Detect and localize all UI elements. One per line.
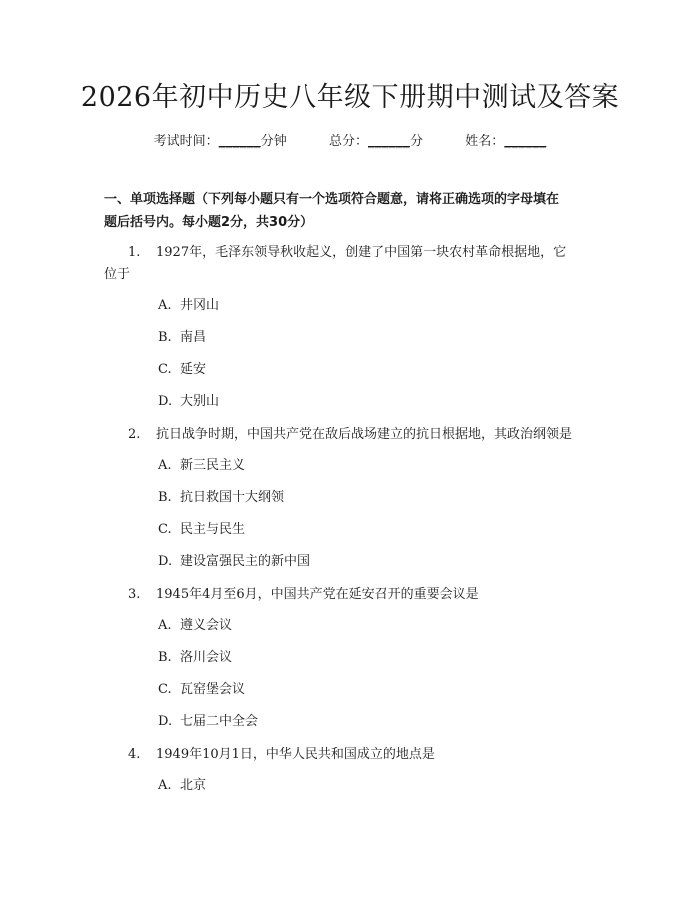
question-2 [104,424,604,446]
option-letter: B. [158,490,172,505]
option-letter: A. [158,458,172,473]
question-3-option-b [158,648,232,668]
question-3 [104,584,604,606]
option-text: 抗日救国十大纲领 [180,490,285,505]
question-number: 3. [128,587,141,602]
time-unit: 分钟 [260,134,287,149]
question-3-option-a [158,616,232,636]
name-label: 姓名： [465,134,505,149]
option-letter: A. [158,778,172,793]
score-label: 总分： [328,134,368,149]
option-text: 瓦窑堡会议 [180,682,246,697]
option-letter: C. [158,522,172,537]
option-letter: D. [158,394,173,409]
option-text: 新三民主义 [180,458,246,473]
option-text: 北京 [180,778,207,793]
question-stem: 1927年，毛泽东领导秋收起义，创建了中国第一块农村革命根据地，它 [156,245,567,260]
question-stem: 抗日战争时期，中国共产党在敌后战场建立的抗日根据地，其政治纲领是 [156,427,573,442]
option-text: 延安 [180,362,207,377]
option-letter: B. [158,330,172,345]
question-2-option-d [158,552,310,572]
question-2-option-b [158,488,284,508]
question-2-option-c [158,520,245,540]
section-heading [104,188,604,234]
option-letter: C. [158,362,172,377]
question-number: 2. [128,427,141,442]
question-4 [104,744,604,766]
question-stem-continued: 位于 [104,267,131,282]
option-letter: C. [158,682,172,697]
score-blank: ______ [368,134,410,149]
question-3-option-d [158,712,258,732]
question-1-option-d [158,392,219,412]
question-stem: 1945年4月至6月，中国共产党在延安召开的重要会议是 [156,587,479,602]
question-1-option-c [158,360,206,380]
time-label: 考试时间： [153,134,219,149]
option-letter: A. [158,618,172,633]
option-text: 七届二中全会 [180,714,259,729]
option-letter: D. [158,554,173,569]
option-letter: B. [158,650,172,665]
option-letter: A. [158,298,172,313]
question-1 [104,242,604,286]
question-3-option-c [158,680,245,700]
option-text: 建设富强民主的新中国 [180,554,311,569]
score-unit: 分 [410,134,424,149]
time-blank: ______ [218,134,261,149]
question-2-option-a [158,456,245,476]
question-number: 1. [128,245,141,260]
option-text: 大别山 [180,394,220,409]
option-text: 井冈山 [180,298,220,313]
question-stem: 1949年10月1日，中华人民共和国成立的地点是 [156,747,435,762]
exam-meta [0,132,700,152]
option-text: 洛川会议 [180,650,233,665]
page-title: 2026年初中历史八年级下册期中测试及答案 [80,82,620,113]
option-letter: D. [158,714,173,729]
section-heading-line2: 题后括号内。每小题2分，共30分） [104,215,314,230]
question-1-option-a [158,296,219,316]
question-1-option-b [158,328,206,348]
option-text: 民主与民生 [180,522,246,537]
section-heading-line1: 一、单项选择题（下列每小题只有一个选项符合题意，请将正确选项的字母填在 [104,192,560,207]
question-4-option-a [158,776,206,796]
option-text: 遵义会议 [180,618,233,633]
option-text: 南昌 [180,330,207,345]
question-number: 4. [128,747,141,762]
name-blank: ______ [504,134,547,149]
